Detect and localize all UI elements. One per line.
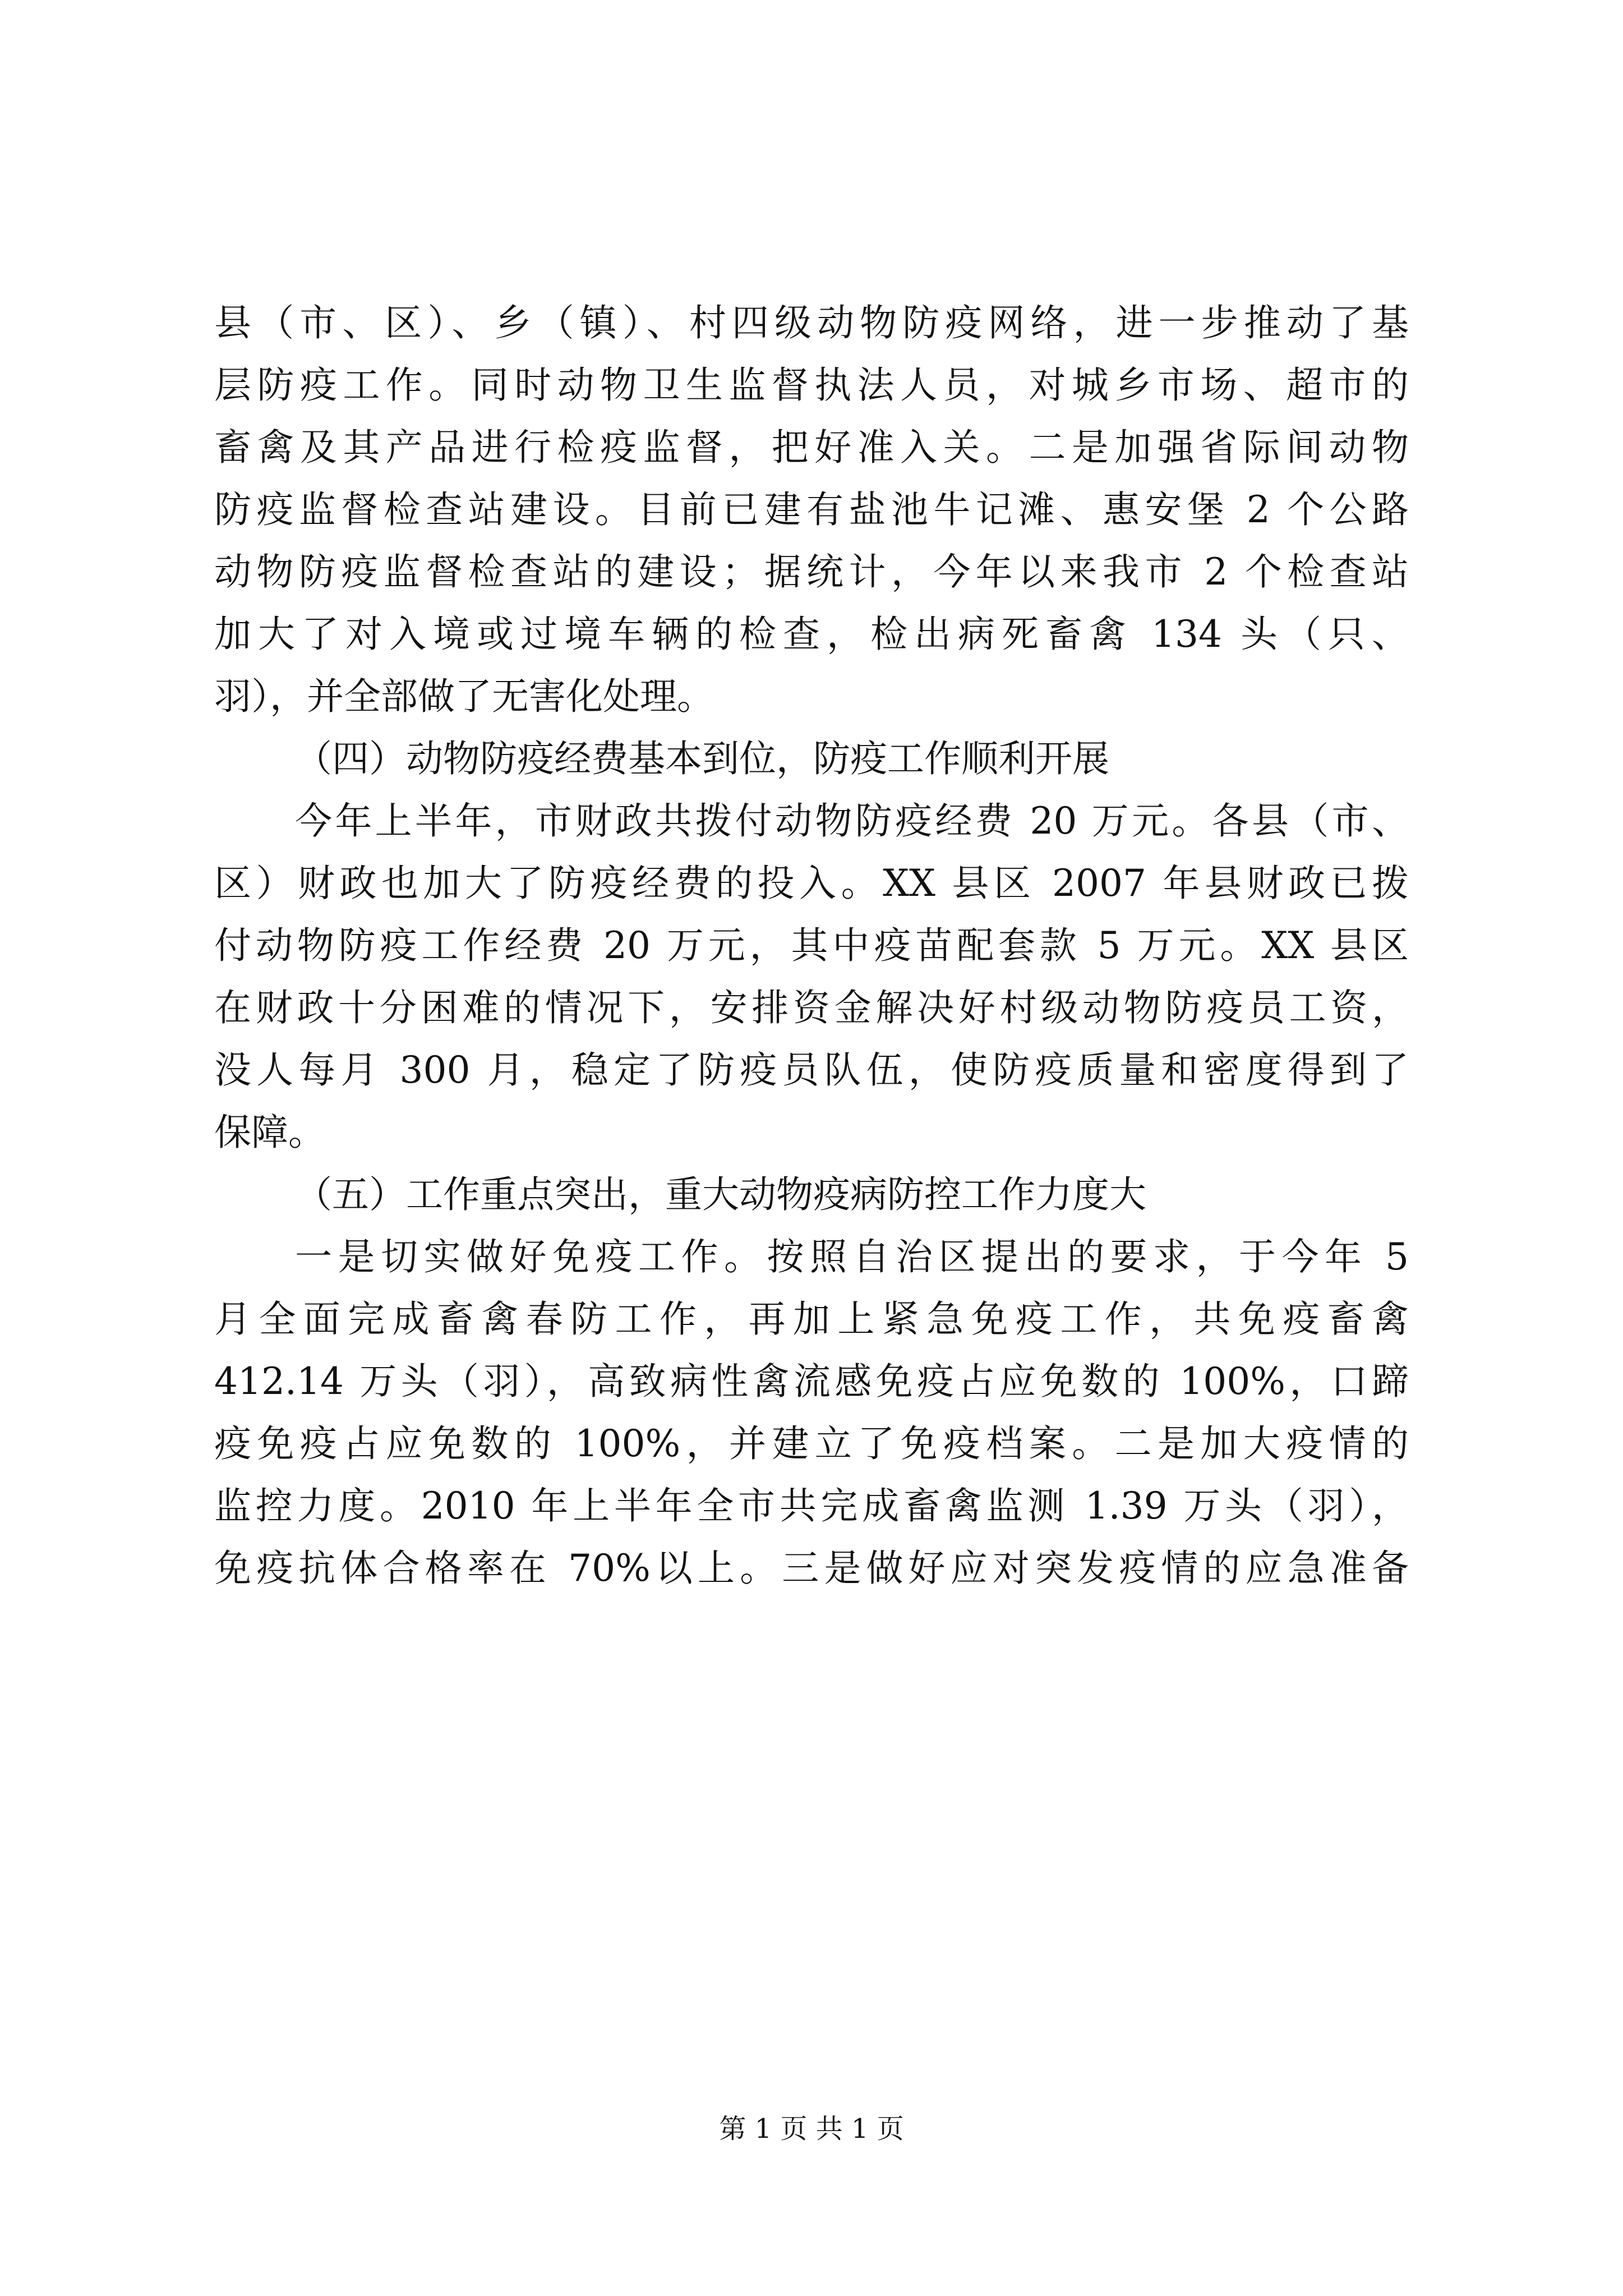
body-text-line: 防疫监督检查站建设。目前已建有盐池牛记滩、惠安堡 2 个公路 [214, 488, 1409, 531]
body-text-line: 在财政十分困难的情况下，安排资金解决好村级动物防疫员工资， [214, 986, 1409, 1029]
body-text-line: 保障。 [214, 1111, 325, 1154]
body-text-line: 县（市、区）、乡（镇）、村四级动物防疫网络，进一步推动了基 [214, 301, 1409, 344]
body-text-line: 动物防疫监督检查站的建设；据统计，今年以来我市 2 个检查站 [214, 550, 1409, 593]
body-text-line: 畜禽及其产品进行检疫监督，把好准入关。二是加强省际间动物 [214, 426, 1409, 469]
body-text-line: 412.14 万头（羽），高致病性禽流感免疫占应免数的 100%，口蹄 [214, 1360, 1409, 1403]
body-text-line: 一是切实做好免疫工作。按照自治区提出的要求，于今年 5 [295, 1235, 1409, 1278]
body-text-line: 监控力度。2010 年上半年全市共完成畜禽监测 1.39 万头（羽）， [214, 1484, 1409, 1527]
page-number-footer: 第 1 页 共 1 页 [719, 2113, 904, 2145]
body-text-line: 羽），并全部做了无害化处理。 [214, 675, 714, 718]
body-text-line: 免疫抗体合格率在 70%以上。三是做好应对突发疫情的应急准备 [214, 1547, 1409, 1590]
body-text-line: 没人每月 300 月，稳定了防疫员队伍，使防疫质量和密度得到了 [214, 1048, 1409, 1092]
body-text-line: 加大了对入境或过境车辆的检查，检出病死畜禽 134 头（只、 [214, 613, 1409, 656]
body-text-line: 疫免疫占应免数的 100%，并建立了免疫档案。二是加大疫情的 [214, 1422, 1409, 1465]
section-heading-5: （五）工作重点突出，重大动物疫病防控工作力度大 [295, 1173, 1146, 1216]
body-text-line: 区）财政也加大了防疫经费的投入。XX 县区 2007 年县财政已拨 [214, 862, 1409, 905]
body-text-line: 月全面完成畜禽春防工作，再加上紧急免疫工作，共免疫畜禽 [214, 1297, 1409, 1341]
body-text-line: 今年上半年，市财政共拨付动物防疫经费 20 万元。各县（市、 [295, 799, 1409, 843]
section-heading-4: （四）动物防疫经费基本到位，防疫工作顺利开展 [295, 737, 1109, 780]
body-text-line: 层防疫工作。同时动物卫生监督执法人员，对城乡市场、超市的 [214, 364, 1409, 407]
body-text-line: 付动物防疫工作经费 20 万元，其中疫苗配套款 5 万元。XX 县区 [214, 924, 1409, 967]
